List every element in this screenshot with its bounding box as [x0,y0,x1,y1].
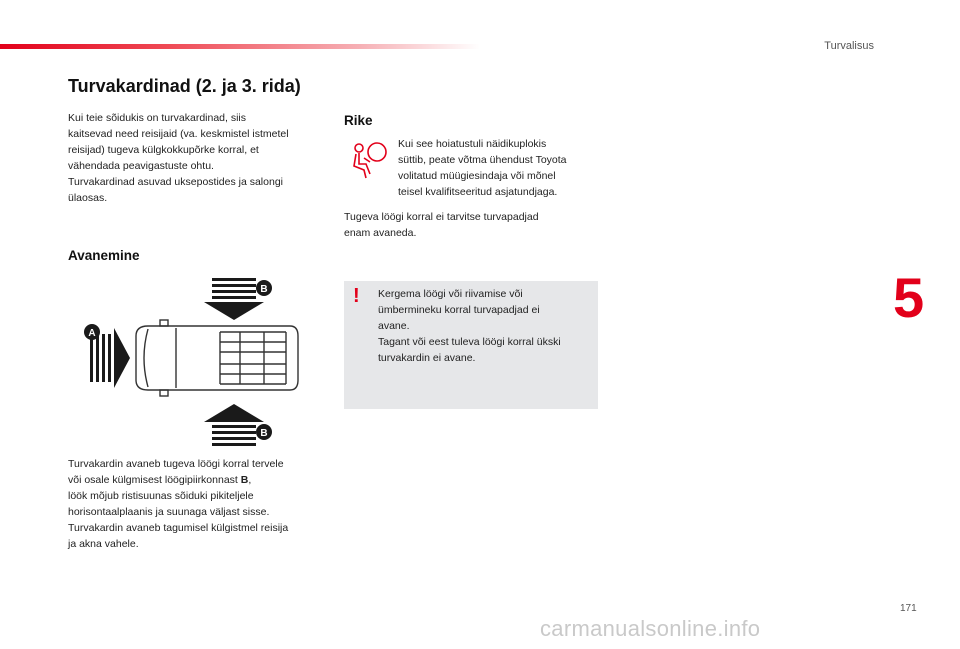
page-title: Turvakardinad (2. ja 3. rida) [68,76,301,96]
avanemine-text [68,456,330,552]
avanemine-text-bold: B [240,474,249,486]
avanemine-heading: Avanemine [68,248,140,263]
avanemine-text-part-1: Turvakardin avaneb tugeva löögi korral tervele või osale külgmisest löögipiirkonnast [68,458,284,486]
header-accent-bar [0,44,480,49]
label-b-bottom: B [260,428,268,439]
airbag-warning-icon [350,140,390,180]
label-b-top: B [260,284,268,295]
page-number: 171 [900,603,917,614]
chapter-number: 5 [893,266,925,329]
avanemine-text-part-2: , löök mõjub ristisuunas sõiduki pikiteljele horisontaalplaanis ja suunaga väljast sisse. Turvakardin avaneb tagumisel külgistmel reisija ja akna vahele. [68,474,289,550]
label-a-marker [84,324,100,340]
impact-arrow-bottom [204,404,264,446]
warning-text: Kergema löögi või riivamise või ümbermineku korral turvapadjad ei avane. Tagant või eest tuleva löögi korral ükski turvakardin ei avane. [378,288,561,364]
rike-heading: Rike [344,113,373,128]
impact-arrow-top [204,278,264,320]
label-a: A [88,328,96,339]
van-top-view [136,320,298,396]
intro-text: Kui teie sõidukis on turvakardinad, siis kaitsevad need reisijaid (va. keskmistel istmetel reisijad) tugeva külgkokkupõrke korral, et vähendada peavigastuste ohtu. Turvakardinad asuvad uksepostides ja salongi ülaosas. [68,112,289,204]
warning-mark: ! [353,285,360,307]
rike-paragraph: Tugeva löögi korral ei tarvitse turvapadjad enam avaneda. [344,211,539,239]
label-b-top-marker [256,280,272,296]
label-b-bottom-marker [256,424,272,440]
watermark: carmanualsonline.info [540,616,761,641]
section-label: Turvalisus [824,40,874,52]
rike-text: Kui see hoiatustuli näidikuplokis süttib, peate võtma ühendust Toyota volitatud müügiesindaja või mõnel teisel kvalifitseeritud asjatundjaga. [398,138,567,198]
side-impact-diagram [80,276,310,446]
